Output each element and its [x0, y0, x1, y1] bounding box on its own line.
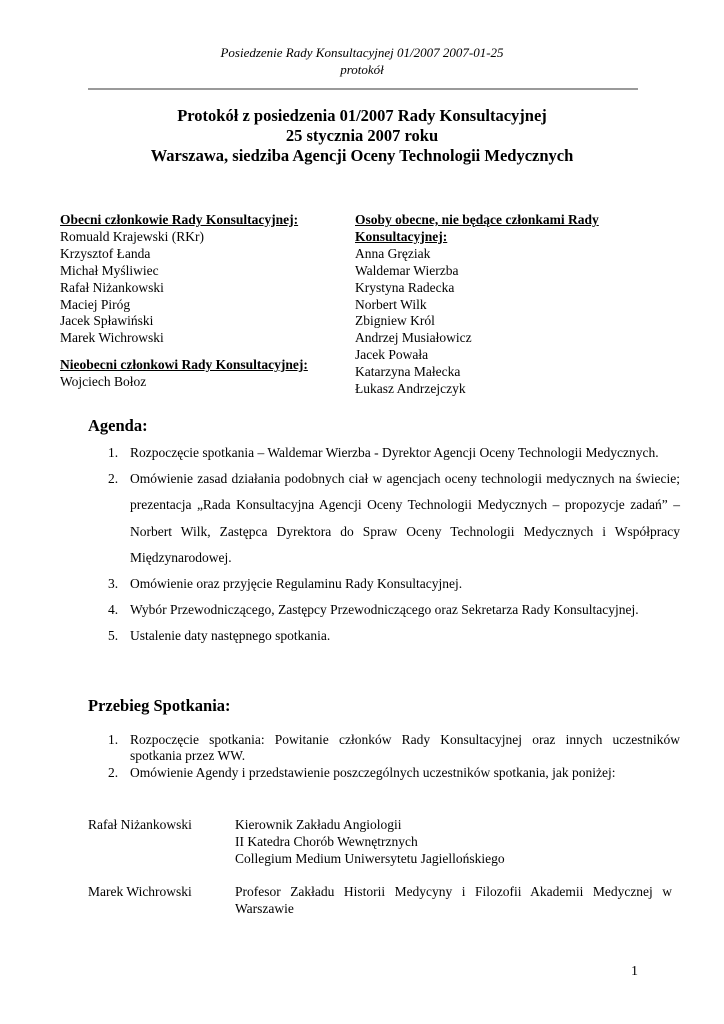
header-line-2: protokół: [340, 62, 384, 77]
item-number: 2.: [108, 471, 119, 487]
agenda-heading: Agenda:: [88, 416, 148, 435]
member-name: Rafał Niżankowski: [60, 279, 164, 295]
item-number: 1.: [108, 732, 119, 747]
header-line-1: Posiedzenie Rady Konsultacyjnej 01/2007 2007-01-25: [220, 45, 504, 60]
member-name: Maciej Piróg: [60, 296, 131, 312]
members-absent-heading: Nieobecni członkowi Rady Konsultacyjnej:: [60, 357, 308, 373]
item-text: Rozpoczęcie spotkania: Powitanie członków Rady Konsultacyjnej oraz innych uczestników spotkania przez WW.: [130, 732, 680, 764]
participant-name: Marek Wichrowski: [88, 884, 192, 899]
guest-name: Zbigniew Król: [355, 313, 435, 329]
agenda-item: [108, 623, 680, 649]
member-name: Marek Wichrowski: [60, 330, 164, 346]
participant-line: II Katedra Chorób Wewnętrznych: [235, 834, 418, 849]
participant-entry: [88, 816, 672, 867]
participant-description: [235, 816, 672, 867]
title-line-2: 25 stycznia 2007 roku: [285, 126, 439, 145]
member-name: Jacek Spławiński: [60, 313, 154, 329]
agenda-item: [108, 466, 680, 571]
item-text: Omówienie Agendy i przedstawienie poszczególnych uczestników spotkania, jak poniżej:: [130, 764, 616, 780]
guest-name: Łukasz Andrzejczyk: [355, 381, 466, 397]
title-line-3: Warszawa, siedziba Agencji Oceny Technologii Medycznych: [150, 146, 574, 165]
agenda-list: [88, 440, 680, 650]
members-present-heading: Obecni członkowie Rady Konsultacyjnej:: [60, 212, 299, 227]
attendance-left-column: [60, 212, 340, 391]
member-name: Michał Myśliwiec: [60, 262, 159, 278]
item-number: 5.: [108, 628, 119, 644]
agenda-item: [108, 571, 680, 597]
agenda-item: [108, 440, 680, 466]
guest-name: Andrzej Musiałowicz: [355, 330, 472, 346]
participant-name: Rafał Niżankowski: [88, 817, 192, 832]
guest-name: Krystyna Radecka: [355, 279, 455, 295]
przebieg-list: [88, 732, 680, 781]
item-text: Omówienie oraz przyjęcie Regulaminu Rady Konsultacyjnej.: [130, 576, 463, 592]
guest-name: Anna Gręziak: [355, 245, 431, 261]
member-name: Romuald Krajewski (RKr): [60, 228, 204, 244]
item-number: 3.: [108, 576, 119, 592]
participant-line: Collegium Medium Uniwersytetu Jagiellońskiego: [235, 851, 505, 866]
przebieg-heading: Przebieg Spotkania:: [88, 696, 231, 715]
guest-name: Jacek Powała: [355, 347, 429, 363]
document-title: [0, 106, 724, 166]
item-text: Omówienie zasad działania podobnych ciał w agencjach oceny technologii medycznych na świecie; prezentacja „Rada Konsultacyjna Agencji Oceny Technologii Medycznych – propozycje zadań” – Norbert Wilk, Zastępca Dyrektora do Spraw Oceny Technologii Medycznych i Współpracy Międzynarodowej.: [130, 471, 680, 565]
participant-description: Profesor Zakładu Historii Medycyny i Filozofii Akademii Medycznej w Warszawie: [235, 884, 672, 916]
others-present-heading: Osoby obecne, nie będące członkami Rady Konsultacyjnej:: [355, 212, 599, 244]
agenda-item: [108, 597, 680, 623]
guest-name: Katarzyna Małecka: [355, 364, 461, 380]
guest-name: Waldemar Wierzba: [355, 262, 459, 278]
item-text: Rozpoczęcie spotkania – Waldemar Wierzba - Dyrektor Agencji Oceny Technologii Medycznych.: [130, 445, 659, 460]
item-number: 2.: [108, 764, 119, 780]
item-text: Ustalenie daty następnego spotkania.: [130, 628, 331, 644]
header-divider: [88, 88, 638, 90]
attendance-right-column: [355, 212, 645, 398]
page-number: 1: [631, 964, 638, 979]
member-name: Krzysztof Łanda: [60, 245, 151, 261]
running-header: [0, 44, 724, 78]
przebieg-item: [108, 764, 680, 781]
item-number: 4.: [108, 602, 119, 618]
absent-member-name: Wojciech Bołoz: [60, 374, 147, 390]
participant-entry: [88, 883, 672, 917]
item-number: 1.: [108, 445, 119, 460]
przebieg-item: [108, 732, 680, 765]
participant-line: Kierownik Zakładu Angiologii: [235, 817, 402, 832]
guest-name: Norbert Wilk: [355, 296, 427, 312]
title-line-1: Protokół z posiedzenia 01/2007 Rady Konsultacyjnej: [177, 106, 547, 125]
item-text: Wybór Przewodniczącego, Zastępcy Przewodniczącego oraz Sekretarza Rady Konsultacyjnej.: [130, 602, 639, 618]
